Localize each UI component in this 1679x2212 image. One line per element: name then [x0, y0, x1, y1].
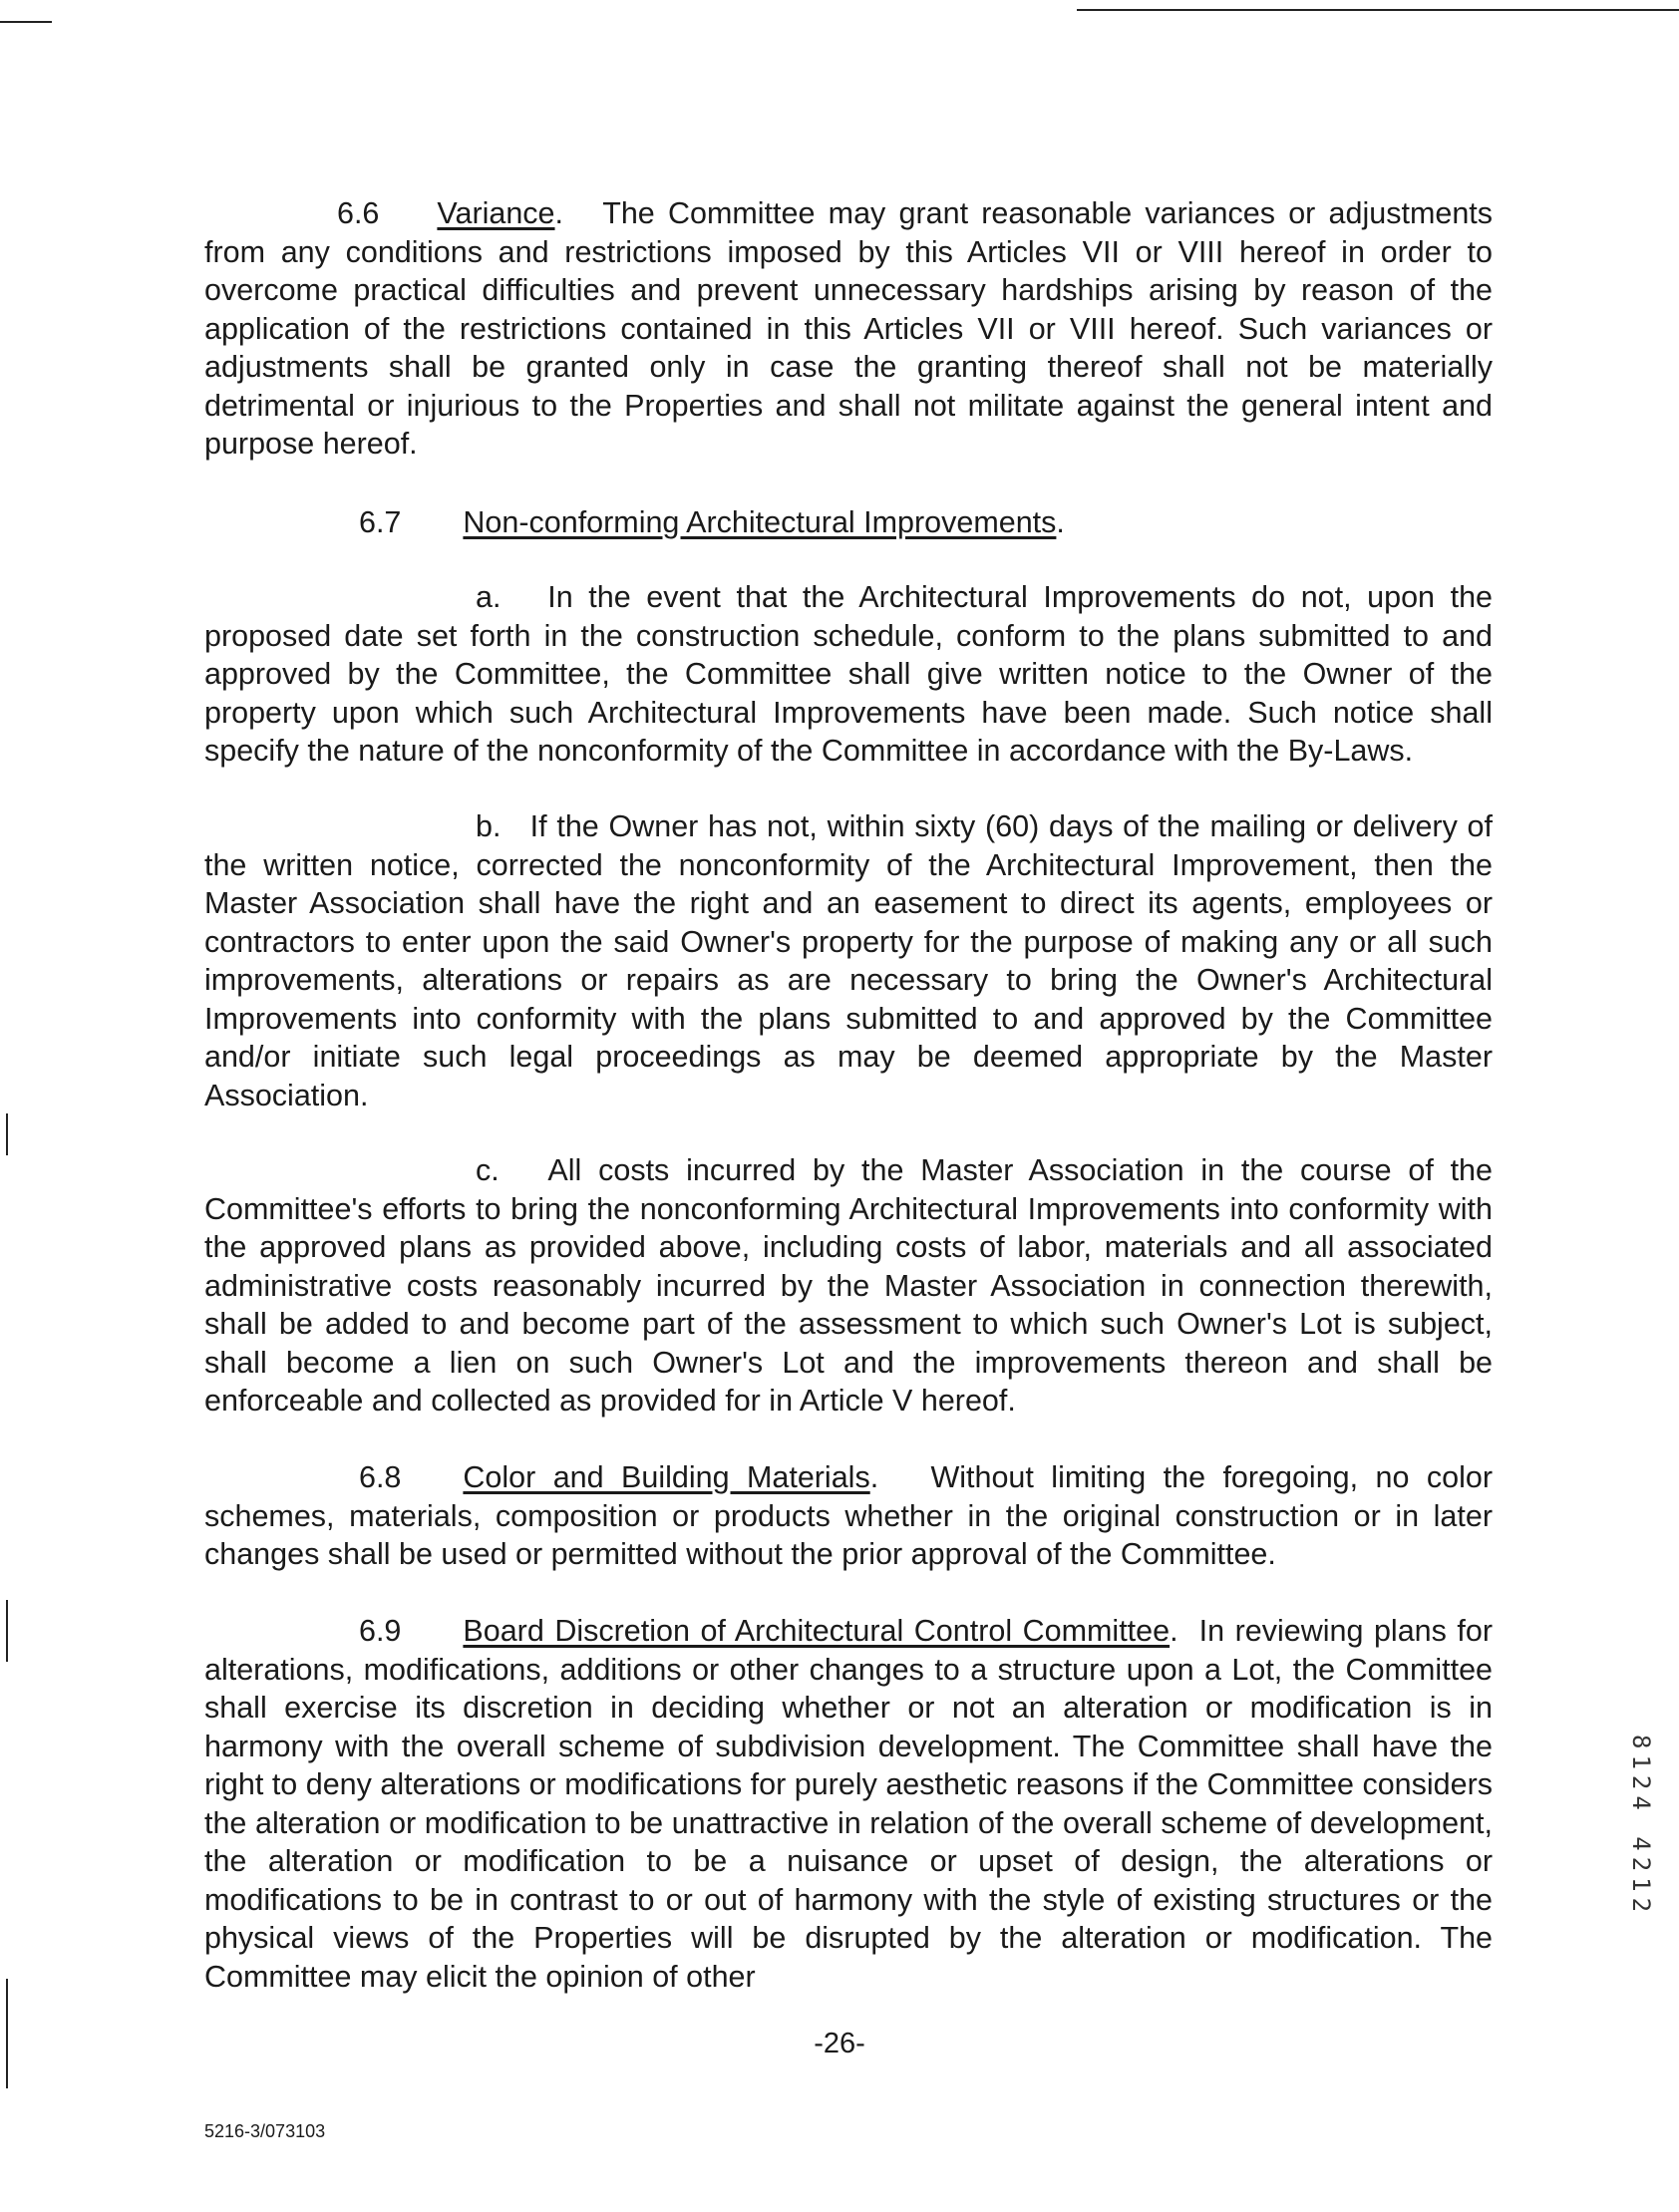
page-number: -26-	[814, 2028, 865, 2059]
side-recording-stamp	[1621, 1735, 1655, 1919]
section-body: The Committee may grant reasonable variances or adjustments from any conditions and restrictions imposed by this Articles VII or VIII hereof in order to overcome practical difficulties and prevent unnecessary hardships arising by reason of the application of the restrictions contained in this Articles VII or VIII hereof. Such variances or adjustments shall be granted only in case the granting thereof shall not be materially detrimental or injurious to the Properties and shall not militate against the general intent and purpose hereof.	[204, 196, 1494, 461]
section-body: In reviewing plans for alterations, modifications, additions or other changes to a structure upon a Lot, the Committee shall exercise its discretion in deciding whether or not an alteration or modification is in harmony with the overall scheme of subdivision development. The Committee shall have the right to deny alterations or modifications for purely aesthetic reasons if the Committee considers the alteration or modification to be unattractive in relation of the overall scheme of development, the alteration or modification to be a nuisance or upset of design, the alterations or modifications to be in contrast to or out of harmony with the style of existing structures or the physical views of the Properties will be disrupted by the alteration or modification. The Committee may elicit the opinion of other	[204, 1614, 1493, 1994]
section-heading: Non-conforming Architectural Improvements	[463, 505, 1057, 539]
section-heading: Color and Building Materials	[463, 1460, 870, 1494]
subparagraph-text: In the event that the Architectural Improvements do not, upon the proposed date set forth in the construction schedule, conform to the plans submitted to and approved by the Committee, the Committee shall give written notice to the Owner of the property upon which such Architectural Improvements have been made. Such notice shall specify the nature of the nonconformity of the Committee in accordance with the By-Laws.	[204, 580, 1494, 768]
section-number: 6.9	[359, 1614, 402, 1648]
section-heading-punct: .	[554, 196, 564, 230]
section-heading-punct: .	[869, 1460, 879, 1494]
section-number: 6.8	[359, 1460, 402, 1494]
section-number: 6.6	[337, 196, 380, 230]
document-code: 5216-3/073103	[204, 2121, 326, 2141]
section-6-7-heading	[204, 503, 1493, 542]
scan-mark-left-1	[6, 1113, 8, 1155]
subparagraph-text: If the Owner has not, within sixty (60) days of the mailing or delivery of the written notice, corrected the nonconformity of the Architectural Improvement, then the Master Association shall have the right and an easement to direct its agents, employees or contractors to enter upon the said Owner's property for the purpose of making any or all such improvements, alterations or repairs as are necessary to bring the Owner's Architectural Improvements into conformity with the plans submitted to and approved by the Committee and/or initiate such legal proceedings as may be deemed appropriate by the Master Association.	[204, 809, 1493, 1112]
subparagraph-label: a.	[476, 580, 502, 614]
section-heading-punct: .	[1056, 505, 1065, 539]
section-body: Without limiting the foregoing, no color schemes, materials, composition or products whether in the original construction or in later changes shall be used or permitted without the prior approval of the Committee.	[204, 1460, 1493, 1571]
side-stamp-text: 8124 4212	[1627, 1735, 1655, 1919]
subparagraph-text: All costs incurred by the Master Association in the course of the Committee's efforts to bring the nonconforming Architectural Improvements into conformity with the approved plans as provided above, including costs of labor, materials and all associated administrative costs reasonably incurred by the Master Association in connection therewith, shall be added to and become part of the assessment to which such Owner's Lot is subject, shall become a lien on such Owner's Lot and the improvements thereon and shall be enforceable and collected as provided for in Article V hereof.	[204, 1153, 1493, 1418]
section-6-8	[204, 1458, 1493, 1574]
section-heading-punct: .	[1170, 1614, 1178, 1648]
subparagraph-b	[204, 807, 1493, 1114]
subparagraph-c	[204, 1151, 1493, 1421]
section-heading: Board Discretion of Architectural Control Committee	[463, 1614, 1171, 1648]
scan-mark-top-left	[0, 21, 52, 23]
scan-mark-left-2	[6, 1600, 8, 1662]
section-number: 6.7	[359, 505, 402, 539]
section-heading: Variance	[437, 196, 555, 230]
section-6-6	[204, 194, 1493, 464]
scan-mark-top-right	[1077, 9, 1679, 11]
subparagraph-label: c.	[476, 1153, 500, 1187]
subparagraph-a	[204, 578, 1493, 771]
section-6-9	[204, 1612, 1493, 1996]
subparagraph-label: b.	[476, 809, 502, 843]
